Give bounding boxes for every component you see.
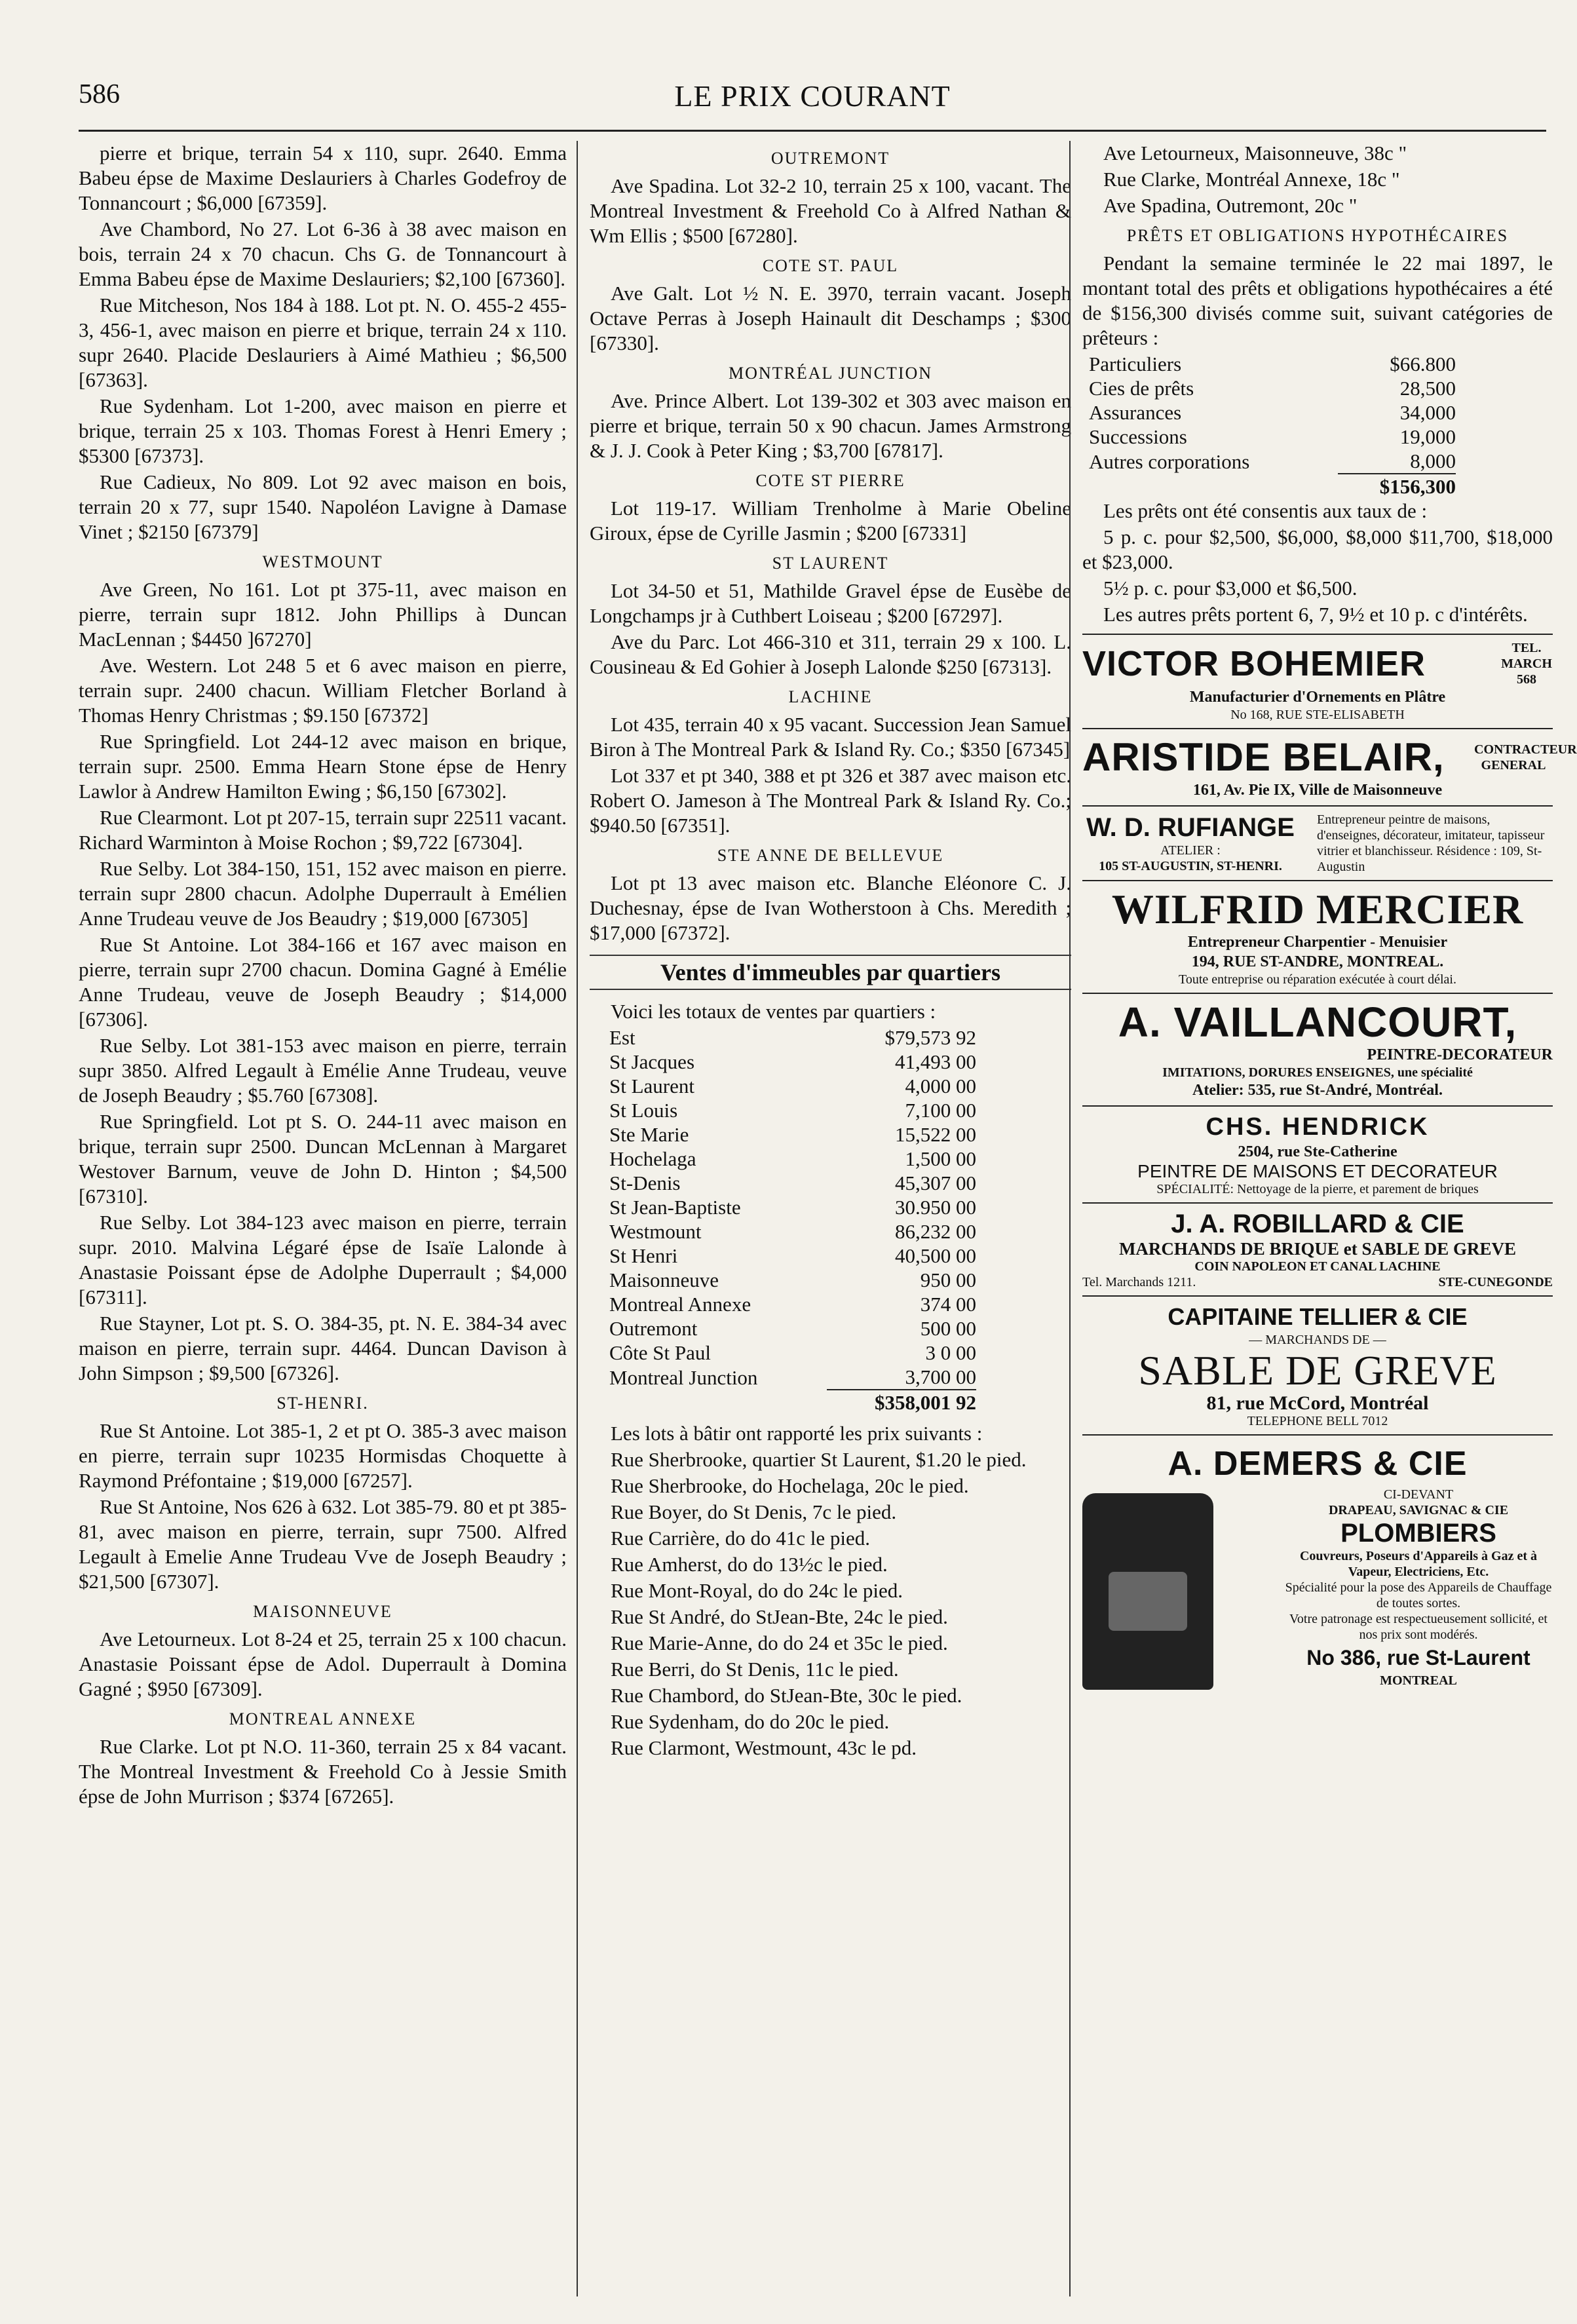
- row-value: 15,522 00: [895, 1123, 976, 1146]
- paragraph: Lot 337 et pt 340, 388 et pt 326 et 387 avec maison etc. Robert O. Jameson à The Montreal Park & Island Ry. Co.; $940.50 [67351].: [590, 764, 1071, 837]
- ad-role: PLOMBIERS: [1340, 1519, 1496, 1548]
- paragraph: Les lots à bâtir ont rapporté les prix suivants :: [611, 1422, 983, 1445]
- column-3: [1069, 141, 1577, 2296]
- ad-name: J. A. ROBILLARD & CIE: [1171, 1210, 1464, 1238]
- ad-spec: SPÉCIALITÉ: Nettoyage de la pierre, et parement de briques: [1156, 1182, 1479, 1196]
- ad-bohemier: [1082, 634, 1553, 729]
- section-heading: OUTREMONT: [770, 149, 890, 168]
- ad-name: W. D. RUFIANGE: [1086, 813, 1295, 842]
- ad-name: ARISTIDE BELAIR,: [1082, 735, 1445, 779]
- paragraph: Lot 435, terrain 40 x 95 vacant. Succession Jean Samuel Biron à The Montreal Park & Island Ry. Co.; $350 [67345]: [590, 713, 1071, 761]
- row-value: 45,307 00: [895, 1172, 976, 1194]
- total-spacer: [609, 1390, 827, 1415]
- row-value: 4,000 00: [905, 1075, 976, 1097]
- section-heading: ST-HENRI.: [276, 1394, 369, 1413]
- table-row: [609, 1098, 976, 1122]
- ad-addr: 161, Av. Pie IX, Ville de Maisonneuve: [1192, 782, 1443, 799]
- ad-addr: 194, RUE ST-ANDRE, MONTREAL.: [1191, 953, 1444, 970]
- ad-big: SABLE DE GREVE: [1138, 1347, 1497, 1394]
- section-heading: STE ANNE DE BELLEVUE: [717, 846, 944, 865]
- row-value: 3 0 00: [925, 1341, 976, 1364]
- total-row: [609, 1390, 976, 1415]
- row-name: Montreal Junction: [609, 1365, 758, 1389]
- ad-belair: [1082, 729, 1577, 807]
- table-row: [609, 1147, 976, 1171]
- ad-addr: 81, rue McCord, Montréal: [1206, 1392, 1429, 1414]
- section-heading: MONTRÉAL JUNCTION: [728, 364, 933, 383]
- paragraph: Rue Sherbrooke, quartier St Laurent, $1.20 le pied.: [611, 1448, 1027, 1471]
- table-row: [1089, 425, 1456, 449]
- row-value: 40,500 00: [895, 1244, 976, 1267]
- page-number: 586: [79, 79, 120, 109]
- ad-role: CONTRACTEUR GENERAL: [1474, 742, 1577, 772]
- ad-role: PEINTRE DE MAISONS ET DECORATEUR: [1137, 1161, 1498, 1181]
- row-name: Particuliers: [1089, 352, 1182, 375]
- ad-name: CAPITAINE TELLIER & CIE: [1168, 1303, 1468, 1330]
- row-name: Cies de prêts: [1089, 377, 1194, 400]
- section-heading: COTE ST PIERRE: [755, 471, 905, 490]
- paragraph: Lot 119-17. William Trenholme à Marie Obeline Giroux, épse de Cyrille Jasmin ; $200 [67331]: [590, 497, 1071, 544]
- paragraph: Ave. Western. Lot 248 5 et 6 avec maison en pierre, terrain supr. 2400 chacun. William Fletcher Borland à Thomas Henry Christmas ; $9.150 [67372]: [79, 654, 567, 727]
- ad-mercier: [1082, 881, 1553, 994]
- ad-addr: 105 ST-AUGUSTIN, ST-HENRI.: [1099, 859, 1282, 873]
- paragraph: Rue Selby. Lot 381-153 avec maison en pierre, terrain supr 3850. Alfred Legault à Emélie Anne Trudeau, veuve de Joseph Beaudry ; $5.760 [67308].: [79, 1034, 567, 1107]
- row-name: Outremont: [609, 1317, 698, 1340]
- paragraph: Rue Springfield. Lot 244-12 avec maison en brique, terrain supr. 2500. Emma Hearn Stone épse de Henry Lawlor à Andrew Hamilton Ewing ; $6,150 [67302].: [79, 730, 567, 803]
- paragraph: Ave. Prince Albert. Lot 139-302 et 303 avec maison en pierre et brique, terrain 50 x 90 chacun. James Armstrong & J. J. Cook à Peter King ; $3,700 [67817].: [590, 389, 1071, 462]
- paragraph: Rue Clarke. Lot pt N.O. 11-360, terrain 25 x 84 vacant. The Montreal Investment & Freehold Co à Jessie Smith épse de John Murrison ; $374 [67265].: [79, 1735, 567, 1808]
- ad-l1: Couvreurs, Poseurs d'Appareils à Gaz et à Vapeur, Electriciens, Etc.: [1299, 1549, 1538, 1579]
- row-name: St-Denis: [609, 1172, 681, 1194]
- ad-tel: TEL. MARCH 568: [1501, 641, 1552, 687]
- table-row: [609, 1244, 976, 1268]
- table-row: [609, 1025, 976, 1050]
- page-title: LE PRIX COURANT: [674, 79, 951, 113]
- paragraph: Rue Chambord, do StJean-Bte, 30c le pied.: [611, 1684, 962, 1707]
- ad-robillard: [1082, 1204, 1553, 1297]
- ad-city: MONTREAL: [1380, 1673, 1457, 1688]
- ad-tel: Tel. Marchands 1211.: [1082, 1275, 1196, 1289]
- row-name: St Jacques: [609, 1050, 695, 1073]
- paragraph: Rue Selby. Lot 384-150, 151, 152 avec maison en pierre. terrain supr 2800 chacun. Adolphe Duperrault à Emélien Anne Trudeau veuve de Jos Beaudry ; $19,000 [67305]: [79, 857, 567, 930]
- table-row: [609, 1292, 976, 1316]
- table-row: [1089, 449, 1456, 474]
- ad-name: WILFRID MERCIER: [1111, 886, 1524, 932]
- page-header: [79, 79, 1546, 131]
- table-row: [1089, 400, 1456, 425]
- ad-sub: — MARCHANDS DE —: [1249, 1333, 1386, 1347]
- ad-atelier: ATELIER :: [1160, 843, 1221, 858]
- ad-name: VICTOR BOHEMIER: [1082, 644, 1426, 683]
- table-row: [609, 1074, 976, 1098]
- row-name: Est: [609, 1026, 636, 1049]
- row-value: $79,573 92: [884, 1026, 976, 1049]
- paragraph: Rue Clearmont. Lot pt 207-15, terrain supr 22511 vacant. Richard Warminton à Moise Rochon ; $9,722 [67304].: [79, 806, 567, 854]
- paragraph: Rue Sherbrooke, do Hochelaga, 20c le pied.: [611, 1474, 969, 1497]
- ad-hendrick: [1082, 1107, 1553, 1204]
- row-value: 19,000: [1399, 425, 1456, 448]
- row-value: 28,500: [1399, 377, 1456, 400]
- row-name: Westmount: [609, 1220, 702, 1243]
- paragraph: Rue Stayner, Lot pt. S. O. 384-35, pt. N. E. 384-34 avec maison en pierre, terrain supr. 4464. Duncan Davison à John Simpson ; $9,500 [67326].: [79, 1312, 567, 1384]
- paragraph: Rue Clarmont, Westmount, 43c le pd.: [611, 1736, 917, 1759]
- ad-demers: [1082, 1436, 1553, 1690]
- table-row: [1089, 352, 1456, 376]
- ad-line: Manufacturier d'Ornements en Plâtre: [1189, 689, 1446, 706]
- ad-line: MARCHANDS DE BRIQUE et SABLE DE GREVE: [1118, 1239, 1517, 1259]
- column-2: [577, 141, 1071, 2296]
- paragraph: Ave Galt. Lot ½ N. E. 3970, terrain vacant. Joseph Octave Perras à Joseph Hainault dit Deschamps ; $300 [67330].: [590, 282, 1071, 354]
- ad-addr: No 168, RUE STE-ELISABETH: [1230, 708, 1405, 722]
- section-heading: LACHINE: [788, 687, 873, 706]
- total-row: [1089, 474, 1456, 499]
- row-value: 374 00: [920, 1293, 976, 1316]
- table-row: [609, 1365, 976, 1390]
- ad-line: IMITATIONS, DORURES ENSEIGNES, une spécialité: [1162, 1065, 1473, 1080]
- paragraph: Rue Carrière, do do 41c le pied.: [611, 1527, 870, 1550]
- paragraph: Ave du Parc. Lot 466-310 et 311, terrain 29 x 100. L. Cousineau & Ed Gohier à Joseph Lalonde $250 [67313].: [590, 630, 1071, 678]
- stove-illustration: [1082, 1493, 1213, 1690]
- paragraph: Rue St André, do StJean-Bte, 24c le pied.: [611, 1605, 948, 1628]
- paragraph: Rue Selby. Lot 384-123 avec maison en pierre, terrain supr. 2010. Malvina Légaré épse de Isaïe Lalonde à Anastasie Poissant épse de Adolphe Duperrault ; $4,000 [67311].: [79, 1211, 567, 1308]
- section-heading: ST LAURENT: [772, 554, 889, 573]
- table-row: [609, 1268, 976, 1292]
- paragraph: pierre et brique, terrain 54 x 110, supr. 2640. Emma Babeu épse de Maxime Deslauriers à Charles Godefroy de Tonnancourt ; $6,000 [67359].: [79, 142, 567, 214]
- paragraph: Les prêts ont été consentis aux taux de :: [1103, 499, 1428, 522]
- paragraph: Rue Amherst, do do 13½c le pied.: [611, 1553, 888, 1576]
- ad-role: PEINTRE-DECORATEUR: [1367, 1046, 1553, 1063]
- row-name: Montreal Annexe: [609, 1293, 751, 1316]
- paragraph: Ave Letourneux. Lot 8-24 et 25, terrain 25 x 100 chacun. Anastasie Poissant épse de Adol. Duperrault à Domina Gagné ; $950 [67309].: [79, 1628, 567, 1700]
- ad-addr: No 386, rue St-Laurent: [1306, 1646, 1530, 1669]
- table-row: [609, 1171, 976, 1195]
- row-value: 1,500 00: [905, 1147, 976, 1170]
- loans-table: [1089, 352, 1456, 499]
- table-row: [609, 1341, 976, 1365]
- ad-addr: COIN NAPOLEON ET CANAL LACHINE: [1194, 1259, 1441, 1274]
- paragraph: Les autres prêts portent 6, 7, 9½ et 10 p. c d'intérêts.: [1103, 603, 1528, 626]
- ad-ci: CI-DEVANT: [1383, 1487, 1454, 1502]
- table-row: [609, 1122, 976, 1147]
- section-heading: PRÊTS ET OBLIGATIONS HYPOTHÉCAIRES: [1126, 226, 1509, 245]
- ad-l3: Votre patronage est respectueusement sollicité, et nos prix sont modérés.: [1289, 1612, 1548, 1642]
- table-row: [609, 1195, 976, 1219]
- paragraph: Rue St Antoine. Lot 385-1, 2 et pt O. 385-3 avec maison en pierre, terrain supr 10235 Hormisdas Choquette à Raymond Préfontaine ; $19,000 [67257].: [79, 1419, 567, 1492]
- row-name: St Laurent: [609, 1075, 694, 1097]
- row-name: Ste Marie: [609, 1123, 689, 1146]
- paragraph: Ave Chambord, No 27. Lot 6-36 à 38 avec maison en bois, terrain 24 x 70 chacun. Chs G. de Tonnancourt à Emma Babeu épse de Maxime Deslauriers; $2,100 [67360].: [79, 218, 567, 290]
- paragraph: Rue Boyer, do St Denis, 7c le pied.: [611, 1500, 897, 1523]
- paragraph: Rue Sydenham, do do 20c le pied.: [611, 1710, 890, 1733]
- ad-rufiange: [1082, 807, 1553, 881]
- total-spacer: [1089, 474, 1338, 499]
- section-heading: WESTMOUNT: [262, 552, 383, 571]
- table-row: [1089, 376, 1456, 400]
- ad-name: A. VAILLANCOURT,: [1118, 999, 1517, 1046]
- ventes-table: [609, 1025, 976, 1415]
- table-row: [609, 1050, 976, 1074]
- column-1: [79, 141, 567, 2296]
- row-name: St Jean-Baptiste: [609, 1196, 741, 1219]
- paragraph: Lot pt 13 avec maison etc. Blanche Eléonore C. J. Duchesnay, épse de Ivan Wotherstoon à Chs. Meredith ; $17,000 [67372].: [590, 871, 1071, 944]
- total-value: $156,300: [1338, 474, 1456, 499]
- header-rule: [79, 130, 1546, 132]
- paragraph: Rue Mont-Royal, do do 24c le pied.: [611, 1579, 903, 1602]
- ad-addr: Atelier: 535, rue St-André, Montréal.: [1192, 1082, 1443, 1099]
- ad-prev: DRAPEAU, SAVIGNAC & CIE: [1328, 1503, 1509, 1517]
- paragraph: Ave Spadina. Lot 32-2 10, terrain 25 x 100, vacant. The Montreal Investment & Freehold Co à Alfred Nathan & Wm Ellis ; $500 [67280].: [590, 174, 1071, 247]
- paragraph: Rue Clarke, Montréal Annexe, 18c ": [1103, 168, 1400, 191]
- ventes-intro: Voici les totaux de ventes par quartiers :: [611, 1000, 936, 1023]
- row-value: 7,100 00: [905, 1099, 976, 1122]
- ad-note: Toute entreprise ou réparation exécutée à court délai.: [1179, 972, 1456, 987]
- row-name: Successions: [1089, 425, 1187, 448]
- ad-vaillancourt: [1082, 994, 1553, 1107]
- ventes-title: Ventes d'immeubles par quartiers: [590, 955, 1071, 990]
- row-value: 500 00: [920, 1317, 976, 1340]
- paragraph: 5 p. c. pour $2,500, $6,000, $8,000 $11,700, $18,000 et $23,000.: [1082, 525, 1553, 573]
- ad-tellier: [1082, 1297, 1553, 1436]
- ad-line: Entrepreneur Charpentier - Menuisier: [1187, 934, 1448, 951]
- paragraph: Rue Springfield. Lot pt S. O. 244-11 avec maison en brique, terrain supr 2500. Duncan McLennan à Margaret Westover Barnum, veuve de John D. Hinton ; $4,500 [67310].: [79, 1110, 567, 1208]
- ad-desc: Entrepreneur peintre de maisons, d'enseignes, décorateur, imitateur, tapisseur vitrier et blanchisseur. Résidence : 109, St-Augustin: [1317, 812, 1545, 874]
- paragraph: Rue Sydenham. Lot 1-200, avec maison en pierre et brique, terrain 25 x 103. Thomas Forest à Henri Emery ; $5300 [67373].: [79, 394, 567, 467]
- paragraph: Rue St Antoine, Nos 626 à 632. Lot 385-79. 80 et pt 385-81, avec maison en pierre, terrain, supr 7500. Alfred Legault à Emelie Anne Trudeau Vve de Joseph Beaudry ; $21,500 [67307].: [79, 1495, 567, 1593]
- paragraph: Rue Cadieux, No 809. Lot 92 avec maison en bois, terrain 20 x 77, supr 1540. Napoléon Lavigne à Damase Vinet ; $2150 [67379]: [79, 470, 567, 543]
- row-value: 3,700 00: [905, 1365, 976, 1388]
- section-heading: COTE ST. PAUL: [762, 256, 899, 275]
- paragraph: Rue St Antoine. Lot 384-166 et 167 avec maison en pierre, terrain supr 2700 chacun. Domina Gagné à Emélie Anne Trudeau, veuve de Joseph Beaudry ; $14,000 [67306].: [79, 933, 567, 1031]
- row-name: Côte St Paul: [609, 1341, 712, 1364]
- row-value: 41,493 00: [895, 1050, 976, 1073]
- paragraph: Rue Marie-Anne, do do 24 et 35c le pied.: [611, 1631, 948, 1654]
- ad-name: A. DEMERS & CIE: [1168, 1445, 1468, 1483]
- row-name: Autres corporations: [1089, 449, 1250, 473]
- row-value: 950 00: [920, 1268, 976, 1291]
- total-value: $358,001 92: [827, 1390, 976, 1415]
- paragraph: Ave Spadina, Outremont, 20c ": [1103, 194, 1358, 217]
- paragraph: Rue Berri, do St Denis, 11c le pied.: [611, 1658, 899, 1681]
- section-heading: MONTREAL ANNEXE: [229, 1709, 417, 1728]
- paragraph: Lot 34-50 et 51, Mathilde Gravel épse de Eusèbe de Longchamps jr à Cuthbert Loiseau ; $200 [67297].: [590, 579, 1071, 627]
- ad-addr: 2504, rue Ste-Catherine: [1238, 1143, 1397, 1160]
- ad-name: CHS. HENDRICK: [1206, 1113, 1430, 1141]
- row-name: St Louis: [609, 1099, 678, 1122]
- row-name: Hochelaga: [609, 1147, 696, 1170]
- row-value: 30.950 00: [895, 1196, 976, 1219]
- paragraph: Rue Mitcheson, Nos 184 à 188. Lot pt. N. O. 455-2 455-3, 456-1, avec maison en pierre et brique, terrain 24 x 110. supr 2640. Placide Deslauriers à Aimé Mathieu ; $6,500 [67363].: [79, 294, 567, 391]
- paragraph: Pendant la semaine terminée le 22 mai 1897, le montant total des prêts et obligations hypothécaires a été de $156,300 divisés comme suit, suivant catégories de prêteurs :: [1082, 252, 1553, 349]
- paragraph: Ave Green, No 161. Lot pt 375-11, avec maison en pierre, terrain supr 1812. John Phillips à Duncan MacLennan ; $4450 ]67270]: [79, 578, 567, 651]
- row-value: 8,000: [1410, 449, 1456, 472]
- table-row: [609, 1316, 976, 1341]
- row-name: Assurances: [1089, 401, 1182, 424]
- section-heading: MAISONNEUVE: [253, 1602, 392, 1621]
- row-name: Maisonneuve: [609, 1268, 719, 1291]
- ad-place: STE-CUNEGONDE: [1438, 1275, 1553, 1289]
- row-value: 34,000: [1399, 401, 1456, 424]
- paragraph: 5½ p. c. pour $3,000 et $6,500.: [1103, 577, 1358, 600]
- row-name: St Henri: [609, 1244, 678, 1267]
- row-value: $66.800: [1390, 352, 1456, 375]
- ad-l2: Spécialité pour la pose des Appareils de Chauffage de toutes sortes.: [1285, 1580, 1552, 1610]
- table-row: [609, 1219, 976, 1244]
- ad-tel: TELEPHONE BELL 7012: [1247, 1414, 1388, 1428]
- paragraph: Ave Letourneux, Maisonneuve, 38c ": [1103, 142, 1407, 164]
- row-value: 86,232 00: [895, 1220, 976, 1243]
